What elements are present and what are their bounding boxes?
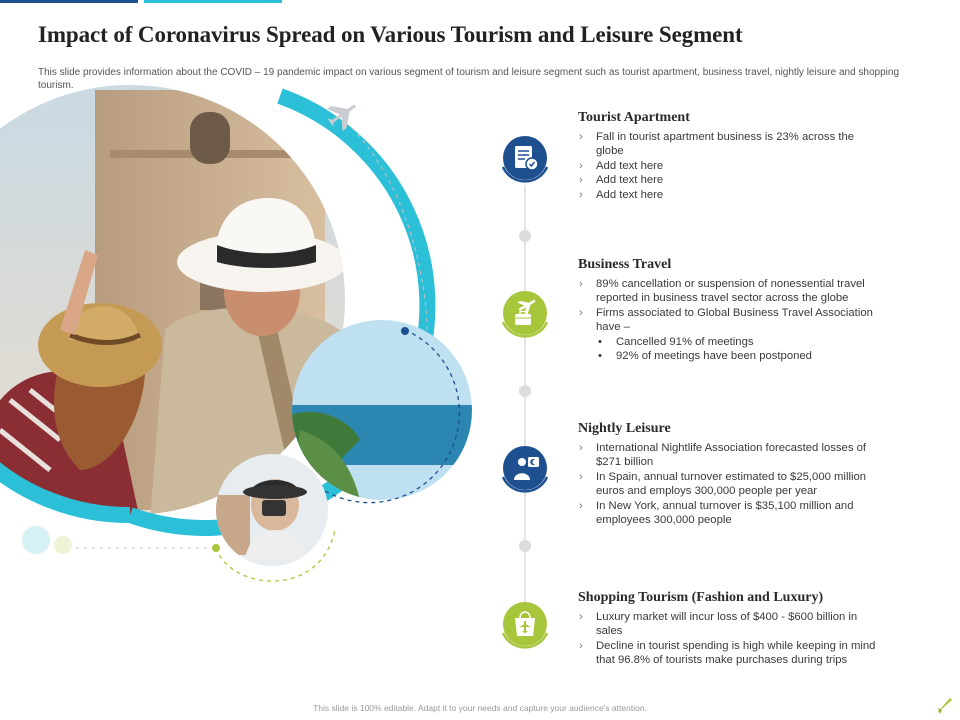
section-title: Shopping Tourism (Fashion and Luxury) [578, 590, 824, 605]
list-item: › In Spain, annual turnover estimated to $25,000 million euros and employs 300,000 people per year [578, 470, 878, 499]
list-item: › Add text here [578, 173, 878, 187]
plane-briefcase-icon [500, 288, 550, 338]
timeline-dot [519, 540, 531, 552]
footer-note: This slide is 100% editable. Adapt it to your needs and capture your audience's attention. [313, 703, 647, 713]
shopping-bag-plane-icon [500, 599, 550, 649]
list-item: › Luxury market will incur loss of $400 - $600 billion in sales [578, 610, 878, 639]
list-item: › International Nightlife Association forecasted losses of $271 billion [578, 441, 878, 470]
timeline-dot [519, 230, 531, 242]
section-title: Business Travel [578, 257, 672, 272]
hero-illustration [0, 0, 480, 600]
list-item: › Decline in tourist spending is high while keeping in mind that 96.8% of tourists make purchases during trips [578, 639, 878, 668]
timeline-dot [519, 385, 531, 397]
person-moon-icon [500, 443, 550, 493]
list-item: › Add text here [578, 159, 878, 173]
list-item: › 89% cancellation or suspension of nonessential travel reported in business travel sector across the globe [578, 277, 878, 306]
section-nightly-leisure [578, 421, 878, 527]
list-item: › Fall in tourist apartment business is 23% across the globe [578, 130, 878, 159]
brand-logo-icon [932, 694, 956, 718]
sub-list-item: • 92% of meetings have been postponed [578, 349, 878, 363]
section-shopping-tourism [578, 590, 878, 668]
document-check-icon [500, 133, 550, 183]
list-item: › Firms associated to Global Business Travel Association have – [578, 306, 878, 335]
list-item: › In New York, annual turnover is $35,100 million and employees 300,000 people [578, 499, 878, 528]
section-tourist-apartment [578, 110, 878, 202]
section-title: Tourist Apartment [578, 110, 690, 125]
section-business-travel [578, 257, 878, 363]
sub-list-item: • Cancelled 91% of meetings [578, 335, 878, 349]
list-item: › Add text here [578, 188, 878, 202]
slide-title: Impact of Coronavirus Spread on Various Tourism and Leisure Segment [38, 22, 743, 47]
coast-photo [290, 320, 480, 500]
section-title: Nightly Leisure [578, 421, 671, 436]
slide-subtitle: This slide provides information about the COVID – 19 pandemic impact on various segment of tourism and leisure segment such as tourist apartment, business travel, nightly leisure and shopping tourism. [38, 67, 900, 91]
